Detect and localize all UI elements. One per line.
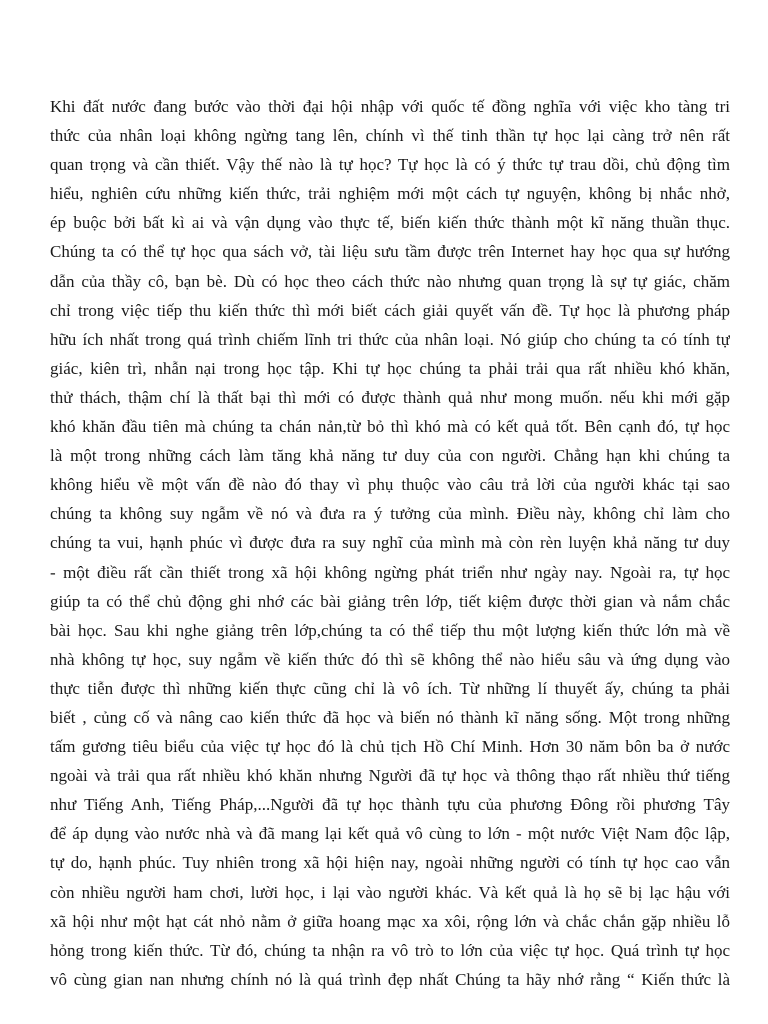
text-line: như Tiếng Anh, Tiếng Pháp,...Người đã tự học thành tựu của phương Đông rồi phương Tây [50, 795, 730, 815]
text-line: khó khăn đầu tiên mà chúng ta chán nản,từ bỏ thì khó mà có kết quả tốt. Bên cạnh đó, tự học [50, 417, 730, 437]
text-line: tấm gương tiêu biểu của việc tự học đó là chủ tịch Hồ Chí Minh. Hơn 30 năm bôn ba ở nước [50, 737, 730, 757]
text-line: ép buộc bởi bất kì ai và vận dụng vào thực tế, biến kiến thức thành một kĩ năng thuần thục. [50, 213, 730, 233]
text-line: tự do, hạnh phúc. Tuy nhiên trong xã hội hiện nay, ngoài những người có tính tự học cao vẫn [50, 853, 730, 873]
text-line: chỉ trong việc tiếp thu kiến thức thì mới biết cách giải quyết vấn đề. Tự học là phương pháp [50, 300, 730, 320]
text-line: thử thách, thậm chí là thất bại thì mới có được thành quả như mong muốn. nếu khi mới gặp [50, 387, 730, 407]
essay-paragraph [50, 92, 730, 994]
text-line: nhà không tự học, suy ngẫm về kiến thức đó thì sẽ không thể nào hiểu sâu và ứng dụng vào [50, 649, 730, 669]
text-line: vô cùng gian nan nhưng chính nó là quá trình đẹp nhất Chúng ta hãy nhớ rằng “ Kiến thức là [50, 969, 730, 989]
text-line: không hiểu về một vấn đề nào đó thay vì phụ thuộc vào câu trả lời của người khác tại sao [50, 475, 730, 495]
text-line: - một điều rất cần thiết trong xã hội không ngừng phát triển như ngày nay. Ngoài ra, tự học [50, 562, 730, 582]
text-line: ngoài và trải qua rất nhiều khó khăn nhưng Người đã tự học và thông thạo rất nhiều thứ tiếng [50, 766, 730, 786]
text-line: hỏng trong kiến thức. Từ đó, chúng ta nhận ra vô trò to lớn của việc tự học. Quá trình tự học [50, 940, 730, 960]
text-line: giác, kiên trì, nhẫn nại trong học tập. Khi tự học chúng ta phải trải qua rất nhiều khó khăn, [50, 358, 730, 378]
text-line: biết , củng cố và nâng cao kiến thức đã học và biến nó thành kĩ năng sống. Một trong những [50, 707, 730, 727]
text-line: dẫn của thầy cô, bạn bè. Dù có học theo cách thức nào nhưng quan trọng là sự tự giác, chăm [50, 271, 730, 291]
text-line: Khi đất nước đang bước vào thời đại hội nhập với quốc tế đồng nghĩa với việc kho tàng tri [50, 97, 730, 116]
text-line: hữu ích nhất trong quá trình chiếm lĩnh tri thức của nhân loại. Nó giúp cho chúng ta có tính tự [50, 329, 730, 349]
text-line: giúp ta có thể chủ động ghi nhớ các bài giảng trên lớp, tiết kiệm được thời gian và nắm chắc [50, 591, 730, 611]
text-line: chúng ta vui, hạnh phúc vì được đưa ra suy nghĩ của mình mà còn rèn luyện khả năng tư duy [50, 533, 730, 553]
text-line: bài học. Sau khi nghe giảng trên lớp,chúng ta có thể tiếp thu một lượng kiến thức lớn mà về [50, 620, 730, 640]
text-line: thực tiễn được thì những kiến thực cũng chỉ là vô ích. Từ những lí thuyết ấy, chúng ta phải [50, 678, 730, 698]
text-line: còn nhiều người ham chơi, lười học, i lại vào người khác. Và kết quả là họ sẽ bị lạc hậu với [50, 882, 730, 902]
text-line: chúng ta không suy ngẫm về nó và đưa ra ý tưởng của mình. Điều này, không chỉ làm cho [50, 504, 730, 524]
text-line: xã hội như một hạt cát nhỏ nằm ở giữa hoang mạc xa xôi, rộng lớn và chắc chắn gặp nhiều lỗ [50, 911, 730, 931]
text-line: quan trọng và cần thiết. Vậy thế nào là tự học? Tự học là có ý thức tự trau dồi, chủ động tìm [50, 155, 730, 175]
text-line: Chúng ta có thể tự học qua sách vở, tài liệu sưu tầm được trên Internet hay học qua sự hướng [50, 242, 730, 262]
text-line: là một trong những cách làm tăng khả năng tư duy của con người. Chẳng hạn khi chúng ta [50, 446, 730, 466]
text-line: để áp dụng vào nước nhà và đã mang lại kết quả vô cùng to lớn - một nước Việt Nam độc lập, [50, 824, 730, 844]
text-line: hiểu, nghiên cứu những kiến thức, trải nghiệm mới một cách tự nguyện, không bị nhắc nhở, [50, 184, 730, 204]
text-line: thức của nhân loại không ngừng tang lên, chính vì thế tinh thần tự học lại càng trở nên rất [50, 126, 730, 146]
